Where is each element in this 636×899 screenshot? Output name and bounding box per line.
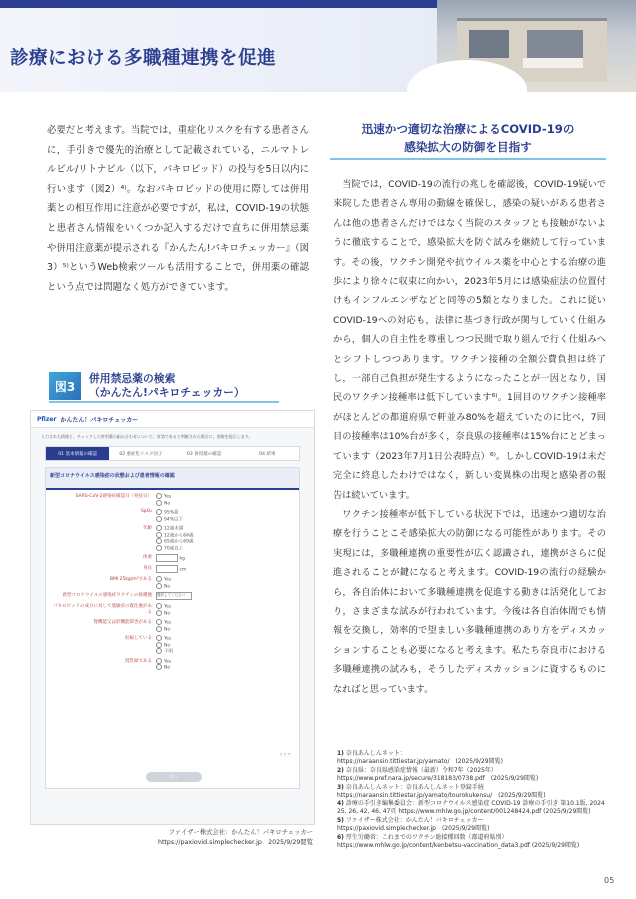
reference-item: 5) ファイザー株式会社：かんたん！パキロチェッカー https://paxiovid.simplechecker.jp (2025/9/29閲覧) — [337, 817, 490, 833]
figure-title-line2: （かんたん!パキロチェッカー） — [89, 386, 245, 399]
radio-icon — [156, 658, 162, 664]
question-row: 妊娠している Yes No 不明 — [52, 635, 293, 655]
right-paragraph-2: ワクチン接種率が低下している状況下では，迅速かつ適切な治療を行うことこそ感染拡大の防御になる可能性があります。その実現には，多職種連携の重要性が広く認識され，連携がさらに促進されることが鍵になると考えます。COVID-19の流行の経験から，各自治体において多職種連携を促進する動きは活発化しており，さまざまな試みが行われています。今後は各自治体間でも情報を交換し，効率的で望ましい多職種連携のあり方をディスカッションすることも必要になると考えます。私たち奈良市における多職種連携の試みも，そうしたディスカッションに資するものになればと思っています。 — [333, 508, 606, 695]
checker-topbar — [31, 411, 314, 428]
question-label: 授乳婦である — [125, 658, 152, 664]
section-title — [330, 120, 606, 156]
height-input — [156, 565, 178, 573]
figure-divider — [49, 401, 279, 403]
left-column — [47, 121, 309, 297]
weight-input — [156, 554, 178, 562]
left-paragraph: 必要だと考えます。当院では，重症化リスクを有する患者さんに，手引きで優先的治療として記載されている，ニルマトレルビル/リトナビル（以下，パキロビッド）の投与を5日以内に行います（図2）⁴⁾。なおパキロビッドの使用に際しては併用薬との相互作用に注意が必要ですが，私は，COVID-19の状態と患者さん情報をいくつか記入するだけで直ちに併用禁忌薬や併用注意薬が提示される『かんたん!パキロチェッカー』（図3）⁵⁾というWeb検索ツールも活用することで，併用薬の確認という点では問題なく処方ができています。 — [47, 125, 309, 293]
question-row: パキロビッドの成分に対して過敏症の既往歴がある Yes No — [53, 604, 172, 616]
right-column — [333, 175, 606, 699]
radio-icon — [156, 583, 162, 589]
section-title-line2: 感染拡大の防御を目指す — [404, 140, 532, 154]
reference-item: 3) 奈良あんしんネット：奈良あんしんネット登録手続 https://naraansin.tittiestar.jp/yamato/tourokukensu/ (2025/9/29閲覧) — [337, 783, 546, 799]
question-label: SARS-CoV-2感染症確認日（発症日） — [75, 494, 152, 499]
radio-icon — [156, 664, 162, 670]
question-label: パキロビッドの成分に対して過敏症の既往歴がある — [53, 604, 152, 615]
page-header — [0, 0, 636, 92]
page-number: 05 — [604, 876, 615, 885]
figure-label: 図3 — [49, 372, 81, 400]
question-label: BMI 25kg/m²である — [109, 577, 152, 582]
step-1: 01 基本情報の確認 — [46, 447, 109, 460]
radio-icon — [156, 493, 162, 499]
reference-item: 6) 厚生労働省：これまでのワクチン総接種回数（都道府県別） https://www.mhlw.go.jp/content/kenbetsu-vaccination_data3.pdf (2025/9/29閲覧) — [337, 834, 580, 849]
building-sign — [523, 58, 583, 68]
radio-icon — [156, 516, 162, 522]
reference-item: 1) 奈良あんしんネット： https://naraansin.tittiestar.jp/yamato/ (2025/9/29閲覧) — [337, 750, 503, 765]
question-row — [52, 592, 293, 600]
question-row: BMI 25kg/m²である Yes No — [52, 576, 293, 589]
checker-screenshot — [30, 410, 315, 825]
radio-icon — [156, 619, 162, 625]
question-row: 体重 kg — [52, 554, 293, 562]
page-title: 診療における多職種連携を促進 — [10, 48, 277, 69]
question-label: 年齢 — [143, 526, 152, 531]
checker-intro: 入力された情報と、チェックした併用薬の組み合わせについて、有効であると判断された場合に、情報を提示します。 — [41, 434, 253, 439]
radio-icon — [156, 610, 162, 616]
radio-icon — [156, 500, 162, 506]
reference-item: 2) 奈良県：奈良県感染症情報（最新）令和7年（2025年） https://www.pref.nara.jp/secure/318183/0738.pdf (2025/9/29閲覧) — [337, 766, 539, 782]
figure-credit-line2: https://paxiovid.simplechecker.jp 2025/9/29閲覧 — [157, 838, 313, 846]
radio-icon — [156, 532, 162, 538]
reference-item: 4) 診療の手引き編集委員会：新型コロナウイルス感染症 COVID-19 診療の手引き 第10.1版, 2024 25, 26, 42, 46, 47頁 https://www.mhlw.go.jp/content/001248424.pdf (2025/9/29閲覧) — [337, 800, 605, 816]
pfizer-logo: Pfizer — [37, 415, 57, 423]
question-panel-header: 新型コロナウイルス感染症の状態および患者情報の確認 — [46, 468, 299, 490]
section-title-line1: 迅速かつ適切な治療によるCOVID-19の — [361, 122, 575, 136]
section-divider — [330, 158, 606, 160]
vaccine-select: 選択してください — [156, 592, 192, 600]
radio-icon — [156, 545, 162, 551]
references — [337, 750, 617, 851]
radio-icon — [156, 626, 162, 632]
step-4: 04 結果 — [259, 451, 276, 457]
next-button: 次へ — [146, 772, 202, 782]
radio-icon — [156, 648, 162, 654]
question-row: 年齢 12歳未満 12歳から64歳 65歳から69歳 70歳以上 — [52, 525, 293, 551]
question-label: 体重 — [143, 555, 152, 560]
radio-icon — [156, 642, 162, 648]
question-label: 妊娠している — [125, 636, 152, 641]
radio-icon — [156, 538, 162, 544]
figure-credit-line1: ファイザー株式会社：かんたん！パキロチェッカー — [168, 829, 313, 836]
question-label: 腎機能又は肝機能障害がある — [93, 620, 152, 625]
radio-icon — [156, 509, 162, 515]
question-row: 腎機能又は肝機能障害がある Yes No — [52, 619, 293, 632]
question-label: 新型コロナウイルス感染症ワクチンの接種歴 — [62, 593, 152, 598]
building-window — [469, 30, 509, 58]
figure-title-line1: 併用禁忌薬の検索 — [89, 372, 176, 385]
radio-icon — [156, 525, 162, 531]
radio-icon — [156, 603, 162, 609]
question-row: SpO₂ 95%超 94%以下 — [52, 509, 293, 522]
right-paragraph-1: 当院では，COVID-19の流行の兆しを確認後，COVID-19疑いで来院した患者さん専用の動線を確保し，感染の疑いがある患者さんは他の患者さんだけではなく当院のスタッフとも接触がないように徹底することで，感染拡大を防ぐ試みを継続して行っています。その後，ワクチン開発や抗ウイルス薬を中心とする治療の進歩により徐々に収束に向かい，2023年5月には感染症法の位置付けもインフルエンザなどと同等の5類となりました。これに従いCOVID-19への対応も，法律に基づき行政が関与していく仕組みから，個人の自主性を尊重しつつ民間で取り組んで行く仕組みへとシフトしつつあります。ワクチン接種の全額公費負担は終了し，一部自己負担が発生するようになったことが一因となり，国民のワクチン接種率は低下しています⁶⁾。1回目のワクチン接種率がほとんどの都道府県で軒並み80%を超えていたのに比べ，7回目の接種率は10%台が多く，奈良県の接種率は15%台にとどまっています（2023年7月1日公表時点）⁶⁾。しかしCOVID-19は未だ完全に終息したわけではなく，新しい変異株の出現と感染者の報告は続いています。 — [333, 179, 606, 501]
question-label: 身長 — [143, 566, 152, 571]
step-2: 02 重症化リスク因子 — [119, 451, 163, 457]
question-row: 授乳婦である Yes No — [52, 658, 293, 671]
step-3: 03 併用薬の確認 — [187, 451, 222, 457]
checker-steps — [45, 446, 300, 461]
radio-icon — [156, 576, 162, 582]
question-panel — [45, 467, 300, 789]
building-window — [527, 30, 583, 58]
question-row: SARS-CoV-2感染症確認日（発症日） Yes No — [52, 493, 293, 506]
figure-title — [89, 372, 245, 400]
question-label: SpO₂ — [140, 509, 152, 514]
clear-button: クリア — [279, 752, 291, 757]
radio-icon — [156, 635, 162, 641]
question-row: 身長 cm — [52, 565, 293, 573]
checker-app-title: かんたん！パキロチェッカー — [60, 416, 139, 424]
figure-credit — [158, 828, 313, 847]
header-photo — [437, 0, 636, 92]
